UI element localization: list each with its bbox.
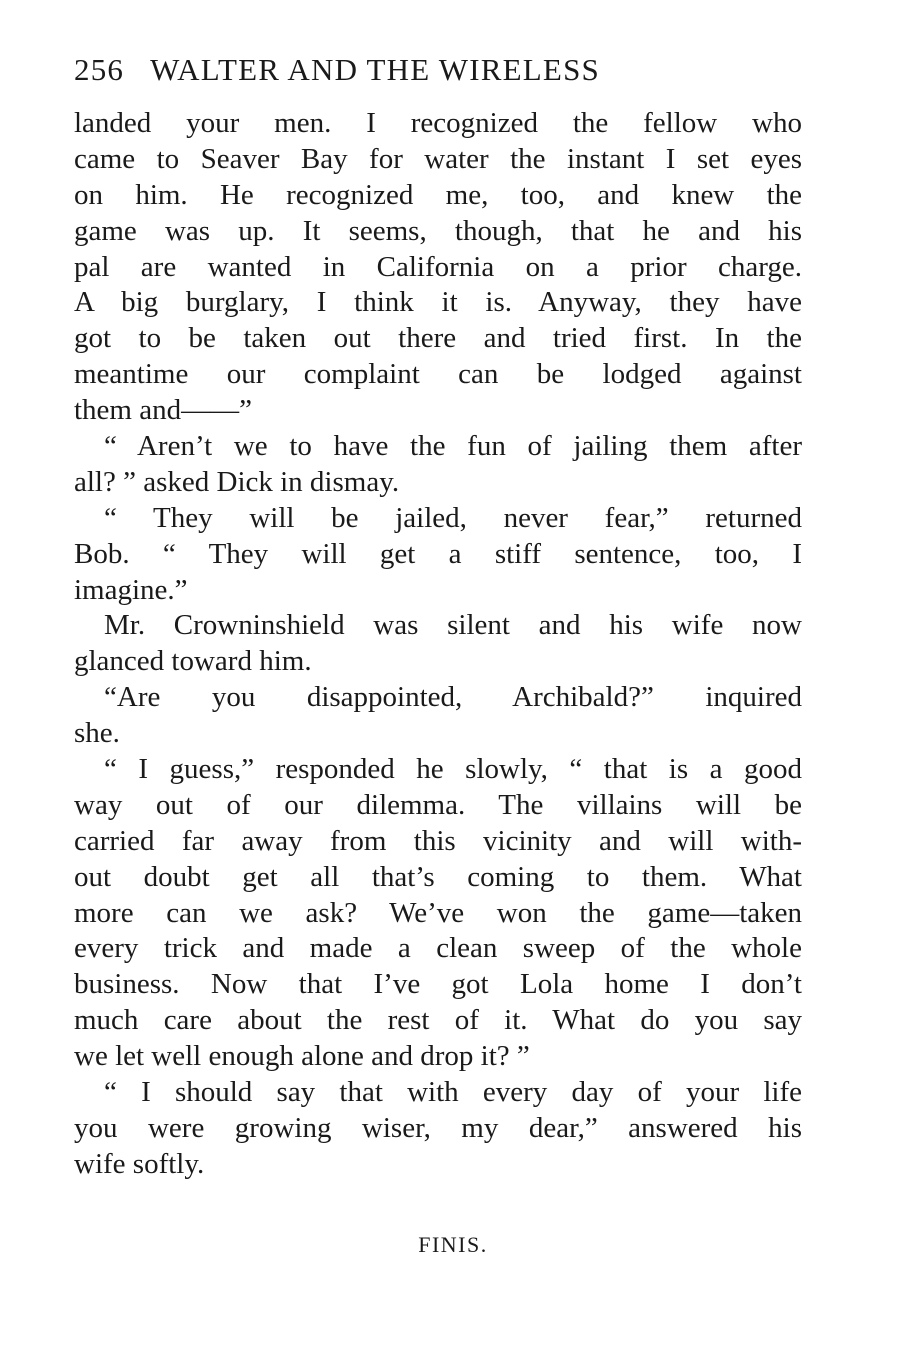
text-line: glanced toward him. xyxy=(74,645,312,678)
text-line: way out of our dilemma. The villains will be xyxy=(74,788,802,821)
running-head xyxy=(74,52,802,96)
text-line: “ I should say that with every day of your life xyxy=(104,1076,802,1109)
text-line: “ I guess,” responded he slowly, “ that is a good xyxy=(104,753,802,786)
body-text xyxy=(74,106,802,1183)
text-line: more can we ask? We’ve won the game—taken xyxy=(74,896,802,929)
finis-mark xyxy=(0,1232,916,1258)
finis-label: FINIS. xyxy=(418,1232,488,1257)
text-line: “ They will be jailed, never fear,” returned xyxy=(104,501,802,534)
text-line: pal are wanted in California on a prior charge. xyxy=(74,250,802,283)
text-line: game was up. It seems, though, that he and his xyxy=(74,214,802,247)
text-line: came to Seaver Bay for water the instant I set eyes xyxy=(74,142,802,175)
text-line: Mr. Crowninshield was silent and his wife now xyxy=(104,609,802,642)
text-line: she. xyxy=(74,717,120,750)
text-line: on him. He recognized me, too, and knew the xyxy=(74,178,802,211)
text-line: wife softly. xyxy=(74,1147,205,1180)
page-number: 256 xyxy=(74,52,125,87)
text-line: A big burglary, I think it is. Anyway, they have xyxy=(74,286,802,319)
text-line: imagine.” xyxy=(74,573,188,606)
book-page xyxy=(74,52,802,1183)
text-line: you were growing wiser, my dear,” answered his xyxy=(74,1111,802,1144)
text-line: every trick and made a clean sweep of the whole xyxy=(74,932,802,965)
running-title: WALTER AND THE WIRELESS xyxy=(150,52,600,87)
text-line: meantime our complaint can be lodged against xyxy=(74,358,802,391)
text-line: “ Aren’t we to have the fun of jailing them after xyxy=(104,430,802,463)
text-line: all? ” asked Dick in dismay. xyxy=(74,465,400,498)
text-line: Bob. “ They will get a stiff sentence, too, I xyxy=(74,537,802,570)
text-line: business. Now that I’ve got Lola home I don’t xyxy=(74,968,802,1001)
text-line: got to be taken out there and tried first. In the xyxy=(74,322,802,355)
text-line: “Are you disappointed, Archibald?” inquired xyxy=(104,681,802,714)
text-line: carried far away from this vicinity and will with- xyxy=(74,824,802,857)
text-line: landed your men. I recognized the fellow who xyxy=(74,107,802,139)
text-line: much care about the rest of it. What do you say xyxy=(74,1004,802,1037)
text-line: we let well enough alone and drop it? ” xyxy=(74,1040,530,1073)
text-line: out doubt get all that’s coming to them. What xyxy=(74,860,802,893)
text-line: them and——” xyxy=(74,394,252,427)
